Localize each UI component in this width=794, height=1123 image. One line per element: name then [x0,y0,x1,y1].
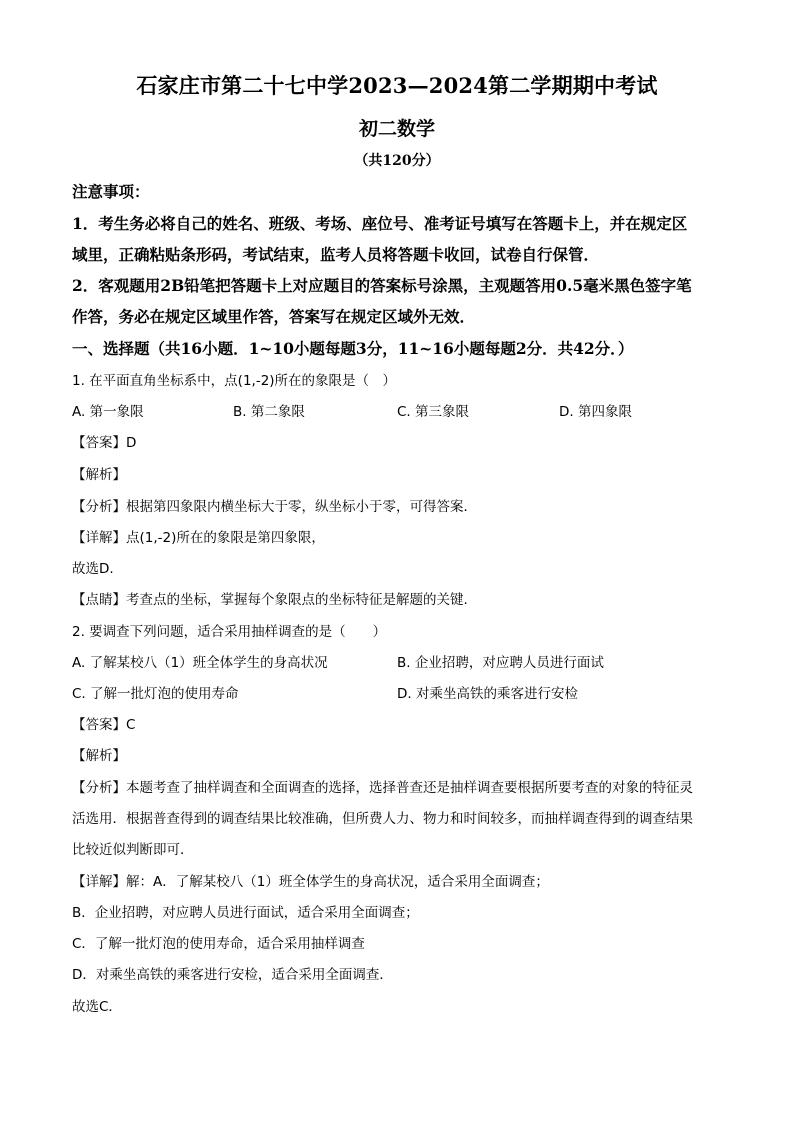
q1-analysis-tag: 【解析】 [72,467,126,483]
notes-item2-line2: 作答，务必在规定区域里作答，答案写在规定区域外无效． [72,307,476,326]
q2-fenxi-line3: 比较近似判断即可． [72,842,194,858]
xiangjie-tag: 【详解】 [72,530,126,546]
q1-fenxi [72,495,477,515]
notes-item2-line1: 2．客观题用2B铅笔把答题卡上对应题目的答案标号涂黑，主观题答用0.5毫米黑色签字笔 [72,276,692,295]
q1-option-d: D. 第四象限 [559,404,632,420]
notes-heading: 注意事项： [72,182,150,201]
q2-xiangjie-b: B．企业招聘，对应聘人员进行面试，适合采用全面调查； [72,905,419,921]
q2-xiangjie-d: D．对乘坐高铁的乘客进行安检，适合采用全面调查． [72,967,393,983]
notes-item1-line1: 1．考生务必将自己的姓名、班级、考场、座位号、准考证号填写在答题卡上，并在规定区 [72,214,688,233]
score-note: （共120分） [354,153,440,169]
q1-option-a: A. 第一象限 [72,404,144,420]
q1-stem: 1. 在平面直角坐标系中，点(1,-2)所在的象限是（ ） [72,373,397,389]
q1-xiangjie [72,526,325,546]
q1-conclusion: 故选D. [72,561,114,577]
fenxi-tag: 【分析】 [72,780,126,796]
exam-subtitle: 初二数学 [358,118,435,140]
q2-option-b: B. 企业招聘，对应聘人员进行面试 [397,655,604,671]
exam-title: 石家庄市第二十七中学2023—2024第二学期期中考试 [136,73,658,98]
q2-option-a: A. 了解某校八（1）班全体学生的身高状况 [72,655,328,671]
q1-dianjing [72,588,468,608]
q2-option-d: D. 对乘坐高铁的乘客进行安检 [397,686,578,702]
fenxi-text: 根据第四象限内横坐标大于零，纵坐标小于零，可得答案． [126,499,477,515]
fenxi-text: 本题考查了抽样调查和全面调查的选择，选择普查还是抽样调查要根据所要考查的对象的特征灵 [126,780,693,796]
q2-xiangjie-c: C．了解一批灯泡的使用寿命，适合采用抽样调查 [72,936,365,952]
xiangjie-text: 解：A．了解某校八（1）班全体学生的身高状况，适合采用全面调查； [126,874,549,890]
answer-value: C [126,717,136,733]
dianjing-text: 考查点的坐标，掌握每个象限点的坐标特征是解题的关键. [126,592,468,608]
q2-stem: 2. 要调查下列问题，适合采用抽样调查的是（ ） [72,624,387,640]
q2-option-c: C. 了解一批灯泡的使用寿命 [72,686,239,702]
answer-tag: 【答案】 [72,717,126,733]
q1-answer [72,431,136,451]
q2-fenxi-line2: 活选用．根据普查得到的调查结果比较准确，但所费人力、物力和时间较多，而抽样调查得到的调查结果 [72,811,693,827]
fenxi-tag: 【分析】 [72,499,126,515]
q2-answer [72,713,135,733]
xiangjie-tag: 【详解】 [72,874,126,890]
q2-xiangjie-a [72,870,549,890]
q1-option-b: B. 第二象限 [233,404,305,420]
q2-options-row2 [72,682,732,702]
notes-item1-line2: 域里，正确粘贴条形码，考试结束，监考人员将答题卡收回，试卷自行保管． [72,245,600,264]
section-heading: 一、选择题（共16小题．1~10小题每题3分，11~16小题每题2分．共42分．） [72,339,634,358]
q1-option-c: C. 第三象限 [397,404,470,420]
q2-fenxi-line1 [72,776,693,796]
answer-value: D [126,435,137,451]
q1-options [72,400,732,420]
dianjing-tag: 【点睛】 [72,592,126,608]
answer-tag: 【答案】 [72,435,126,451]
xiangjie-text: 点(1,-2)所在的象限是第四象限， [126,530,325,546]
q2-options-row1 [72,651,732,671]
q2-analysis-tag: 【解析】 [72,748,126,764]
q2-conclusion: 故选C． [72,999,122,1015]
